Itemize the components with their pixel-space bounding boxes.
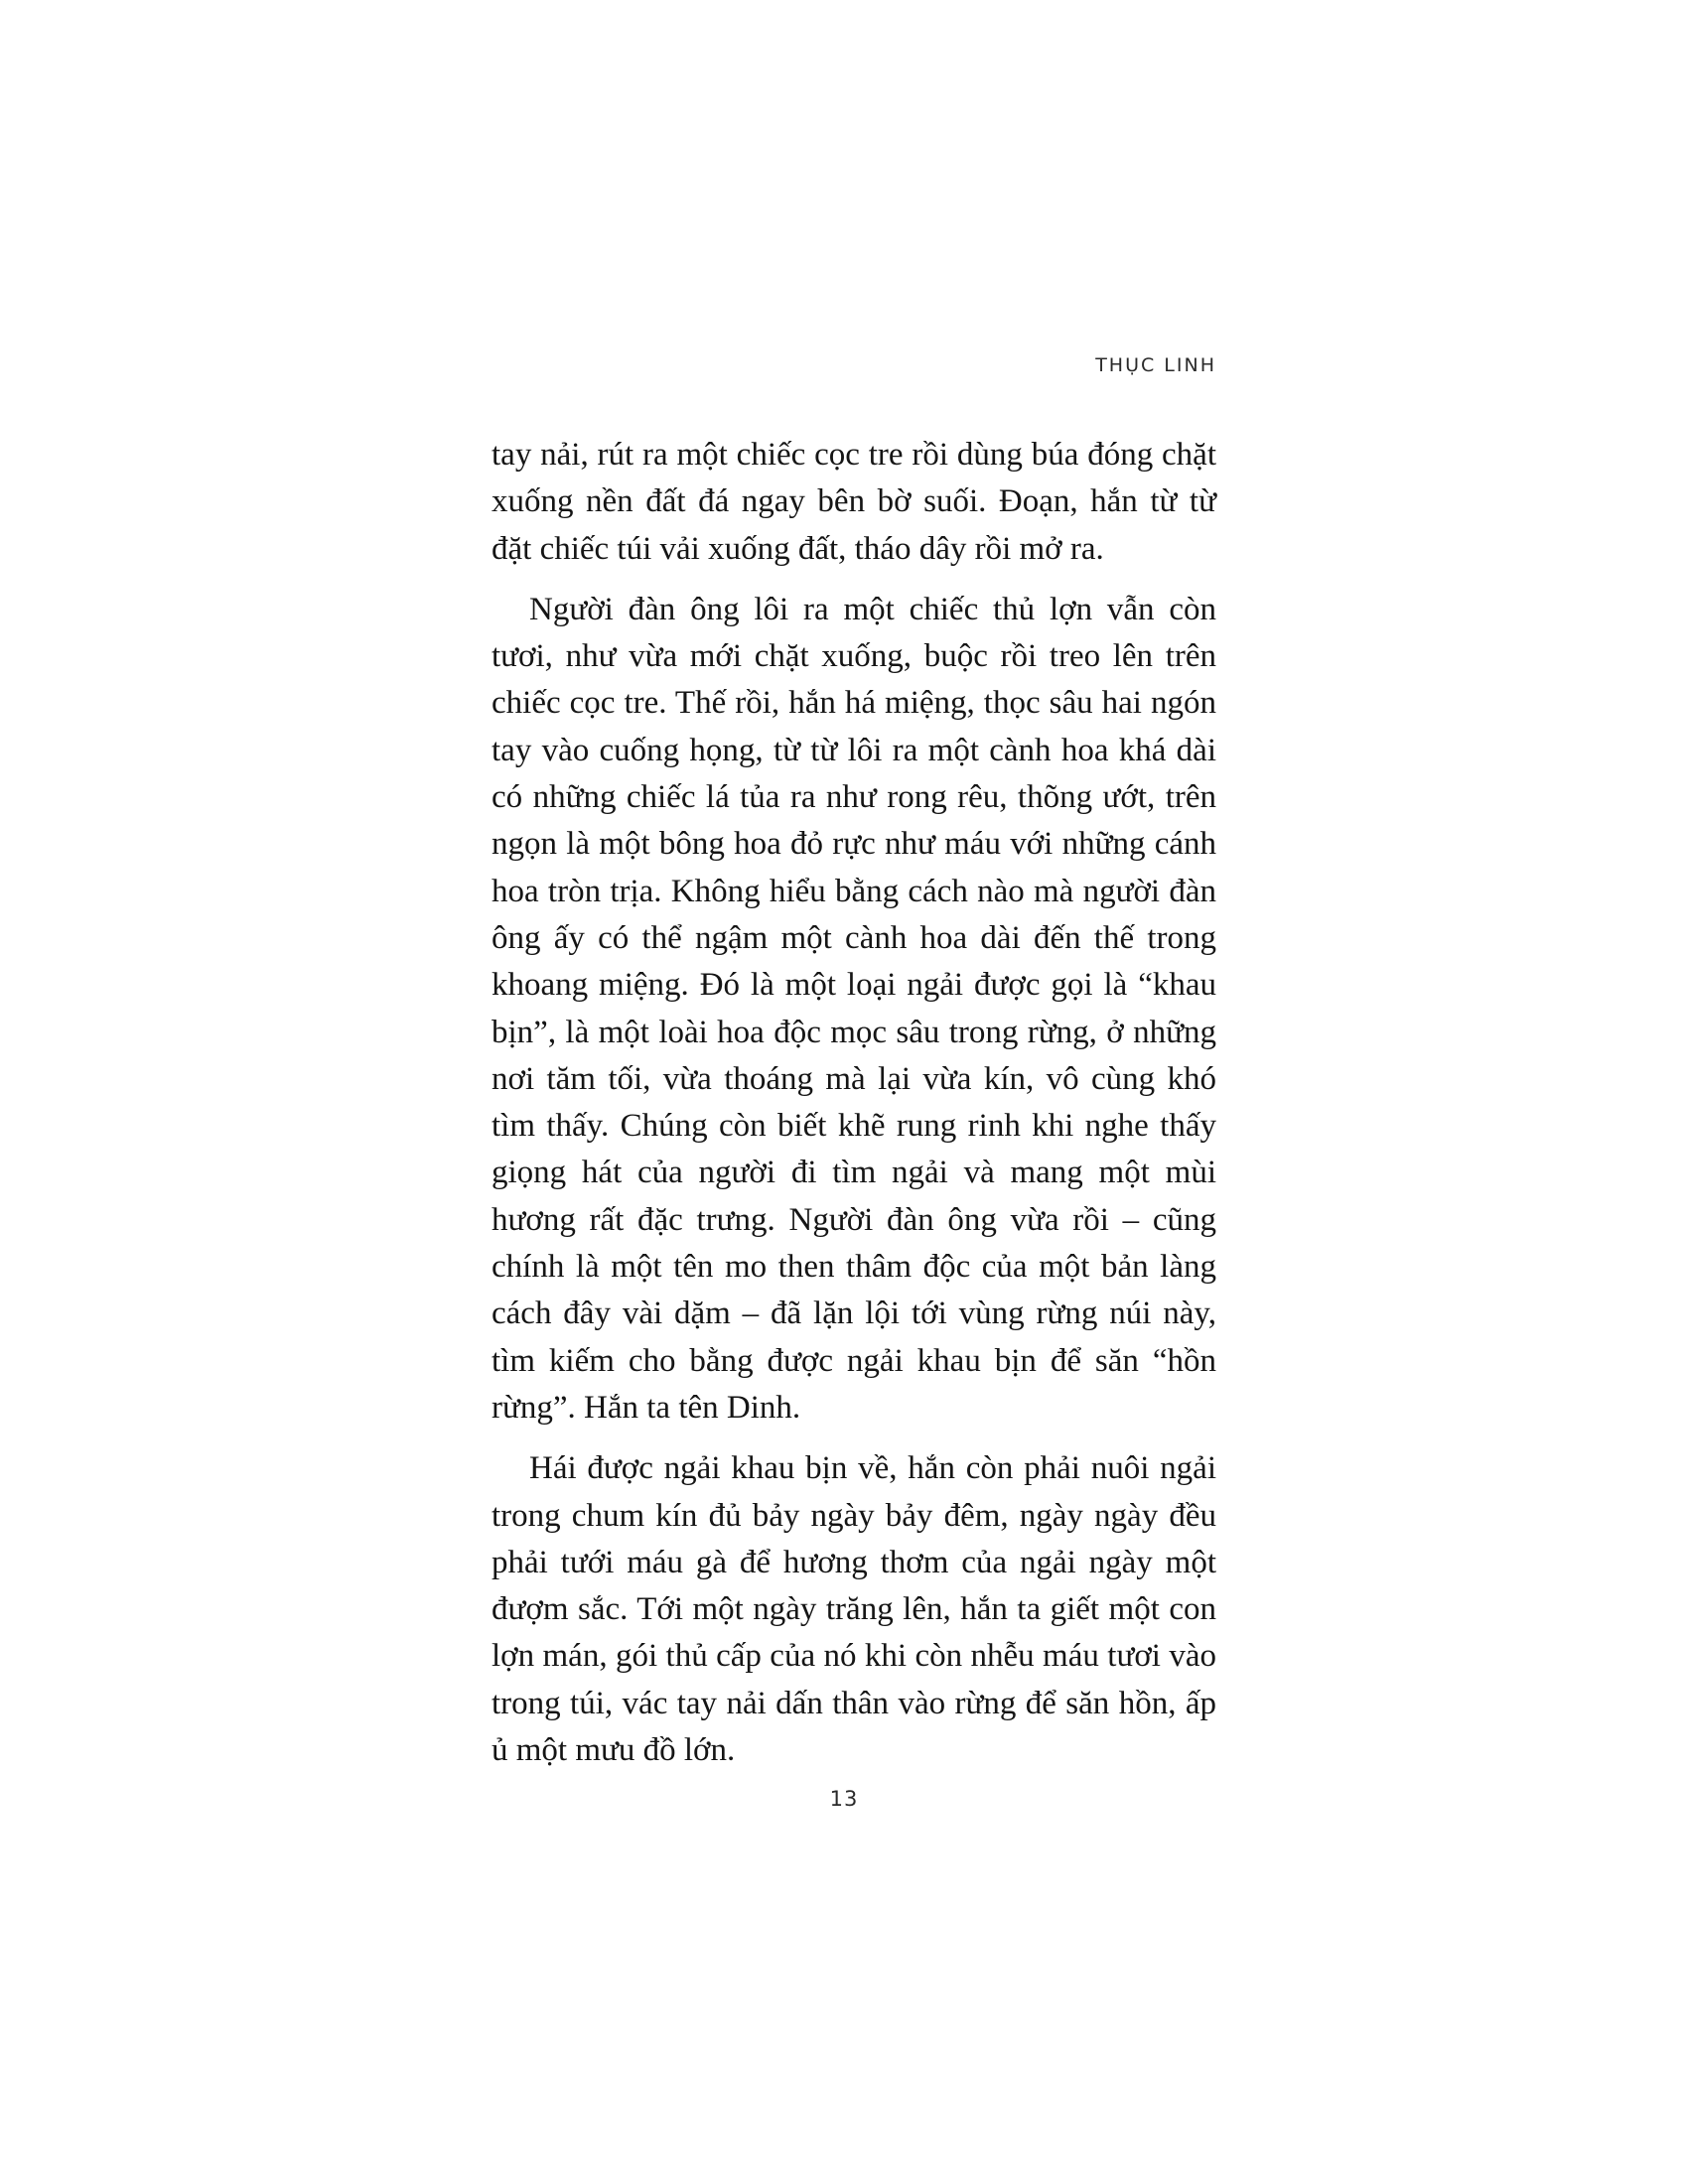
running-header: THỤC LINH [1095,354,1216,376]
paragraph-2: Người đàn ông lôi ra một chiếc thủ lợn vẫn còn tươi, như vừa mới chặt xuống, buộc rồi treo lên trên chiếc cọc tre. Thế rồi, hắn há miệng, thọc sâu hai ngón tay vào cuống họng, từ từ lôi ra một cành hoa khá dài có những chiếc lá tủa ra như rong rêu, thõng ướt, trên ngọn là một bông hoa đỏ rực như máu với những cánh hoa tròn trịa. Không hiểu bằng cách nào mà người đàn ông ấy có thể ngậm một cành hoa dài đến thế trong khoang miệng. Đó là một loại ngải được gọi là “khau bịn”, là một loài hoa độc mọc sâu trong rừng, ở những nơi tăm tối, vừa thoáng mà lại vừa kín, vô cùng khó tìm thấy. Chúng còn biết khẽ rung rinh khi nghe thấy giọng hát của người đi tìm ngải và mang một mùi hương rất đặc trưng. Người đàn ông vừa rồi – cũng chính là một tên mo then thâm độc của một bản làng cách đây vài dặm – đã lặn lội tới vùng rừng núi này, tìm kiếm cho bằng được ngải khau bịn để săn “hồn rừng”. Hắn ta tên Dinh. [492,591,1216,1426]
body-text [492,432,1216,1788]
paragraph-1: tay nải, rút ra một chiếc cọc tre rồi dùng búa đóng chặt xuống nền đất đá ngay bên bờ suối. Đoạn, hắn từ từ đặt chiếc túi vải xuống đất, tháo dây rồi mở ra. [492,437,1216,567]
page-number: 13 [829,1787,859,1811]
paragraph-3: Hái được ngải khau bịn về, hắn còn phải nuôi ngải trong chum kín đủ bảy ngày bảy đêm, ngày ngày đều phải tưới máu gà để hương thơm của ngải ngày một đượm sắc. Tới một ngày trăng lên, hắn ta giết một con lợn mán, gói thủ cấp của nó khi còn nhễu máu tươi vào trong túi, vác tay nải dấn thân vào rừng để săn hồn, ấp ủ một mưu đồ lớn. [492,1450,1216,1769]
